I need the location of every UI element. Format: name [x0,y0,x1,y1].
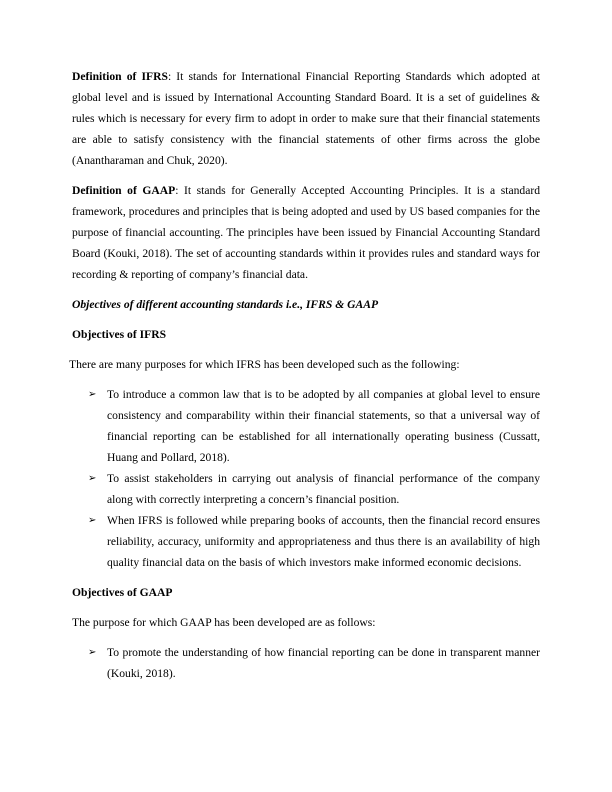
section-heading: Objectives of different accounting standards i.e., IFRS & GAAP [72,298,379,311]
list-item [88,642,540,684]
arrow-bullet-icon: ➢ [88,389,97,400]
document-page [69,66,541,693]
ifrs-objectives-intro: There are many purposes for which IFRS has been developed such as the following: [69,358,460,371]
arrow-bullet-icon: ➢ [88,515,97,526]
gaap-objectives-list [72,642,540,684]
list-item-text: To introduce a common law that is to be adopted by all companies at global level to ensure consistency and comparability within their financial statements, so that a universal way of financial reporting can be established for all internationally operating business (Cussatt, Huang and Pollard, 2018). [107,388,540,464]
list-item [88,468,540,510]
ifrs-definition-paragraph [72,66,540,171]
list-item [88,510,540,573]
gaap-objectives-heading: Objectives of GAAP [72,586,173,599]
list-item-text: When IFRS is followed while preparing books of accounts, then the financial record ensures reliability, accuracy, uniformity and appropriateness and thus there is an availability of high quality financial data on the basis of which investors make informed economic decisions. [107,514,540,569]
gaap-definition-term: Definition of GAAP [72,184,176,197]
ifrs-definition-term: Definition of IFRS [72,70,168,83]
ifrs-objectives-list [72,384,540,573]
list-item-text: To promote the understanding of how financial reporting can be done in transparent manner (Kouki, 2018). [107,646,540,680]
gaap-definition-text: : It stands for Generally Accepted Accounting Principles. It is a standard framework, procedures and principles that is being adopted and used by US based companies for the purpose of financial accounting. The principles have been issued by Financial Accounting Standard Board (Kouki, 2018). The set of accounting standards within it provides rules and standard ways for recording & reporting of company’s financial data. [72,184,541,281]
ifrs-definition-text: : It stands for International Financial Reporting Standards which adopted at global level and is issued by International Accounting Standard Board. It is a set of guidelines & rules which is necessary for every firm to adopt in order to make sure that their financial statements are able to satisfy consistency with the financial statements of other firms across the globe (Anantharaman and Chuk, 2020). [72,70,540,167]
gaap-objectives-intro: The purpose for which GAAP has been developed are as follows: [72,616,376,629]
ifrs-objectives-heading: Objectives of IFRS [72,328,167,341]
list-item-text: To assist stakeholders in carrying out analysis of financial performance of the company along with correctly interpreting a concern’s financial position. [107,472,540,506]
gaap-definition-paragraph [72,180,540,285]
arrow-bullet-icon: ➢ [88,473,97,484]
list-item [88,384,540,468]
arrow-bullet-icon: ➢ [88,647,97,658]
